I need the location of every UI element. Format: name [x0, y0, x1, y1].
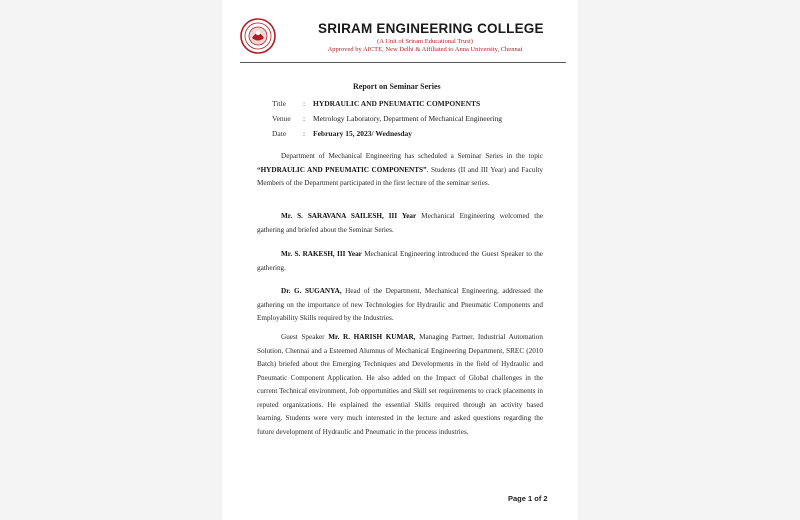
- college-subtitle-approval: Approved by AICTE, New Delhi & Affiliated to Anna University, Chennai: [327, 46, 523, 53]
- meta-label-date: Date: [272, 129, 287, 138]
- report-title: Report on Seminar Series: [353, 82, 441, 91]
- college-name: SRIRAM ENGINEERING COLLEGE: [318, 21, 544, 36]
- header-divider: [240, 62, 566, 63]
- meta-value-date: February 15, 2023/ Wednesday: [313, 129, 413, 138]
- meta-colon: :: [303, 99, 306, 108]
- meta-value-title: HYDRAULIC AND PNEUMATIC COMPONENTS: [313, 99, 481, 108]
- college-subtitle-trust: (A Unit of Sriram Educational Trust): [377, 38, 473, 45]
- meta-value-venue: Metrology Laboratory, Department of Mechanical Engineering: [313, 114, 503, 123]
- meta-colon: :: [303, 114, 306, 123]
- paragraph-introduction: Mr. S. RAKESH, III Year Mechanical Engineering introduced the Guest Speaker to the gathering.: [257, 250, 543, 272]
- page-number: Page 1 of 2: [508, 494, 548, 503]
- paragraph-intro: Department of Mechanical Engineering has scheduled a Seminar Series in the topic “HYDRAULIC AND PNEUMATIC COMPONENTS”. Students (II and III Year) and Faculty Members of the Department participated in the first lecture of the seminar series.: [257, 152, 543, 187]
- paragraph-guest-speaker: Guest Speaker Mr. R. HARISH KUMAR, Managing Partner, Industrial Automation Solution, Chennai and a Esteemed Alumnus of Mechanical Engineering Department, SREC (2010 Batch) briefed about the Emerging Techniques and Developments in the field of Hydraulic and Pneumatic Component Application. He also added on the Impact of Global challenges in the current Technical environment, Job opportunities and Skill set requirements to crack placements in reputed organizations. He explained the essential Skills required through an activity based learning. Students were very much interested in the lecture and asked questions regarding the future development of Hydraulic and Pneumatic in the process industries.: [257, 333, 543, 436]
- meta-colon: :: [303, 129, 306, 138]
- meta-label-venue: Venue: [272, 114, 291, 123]
- paragraph-welcome: Mr. S. SARAVANA SAILESH, III Year Mechanical Engineering welcomed the gathering and briefed about the Seminar Series.: [257, 212, 544, 234]
- paragraph-hod-address: Dr. G. SUGANYA, Head of the Department, Mechanical Engineering, addressed the gathering on the importance of new Technologies for Hydraulic and Pneumatic Components and Employability Skills required by the Industries.: [257, 287, 543, 322]
- meta-label-title: Title: [272, 99, 286, 108]
